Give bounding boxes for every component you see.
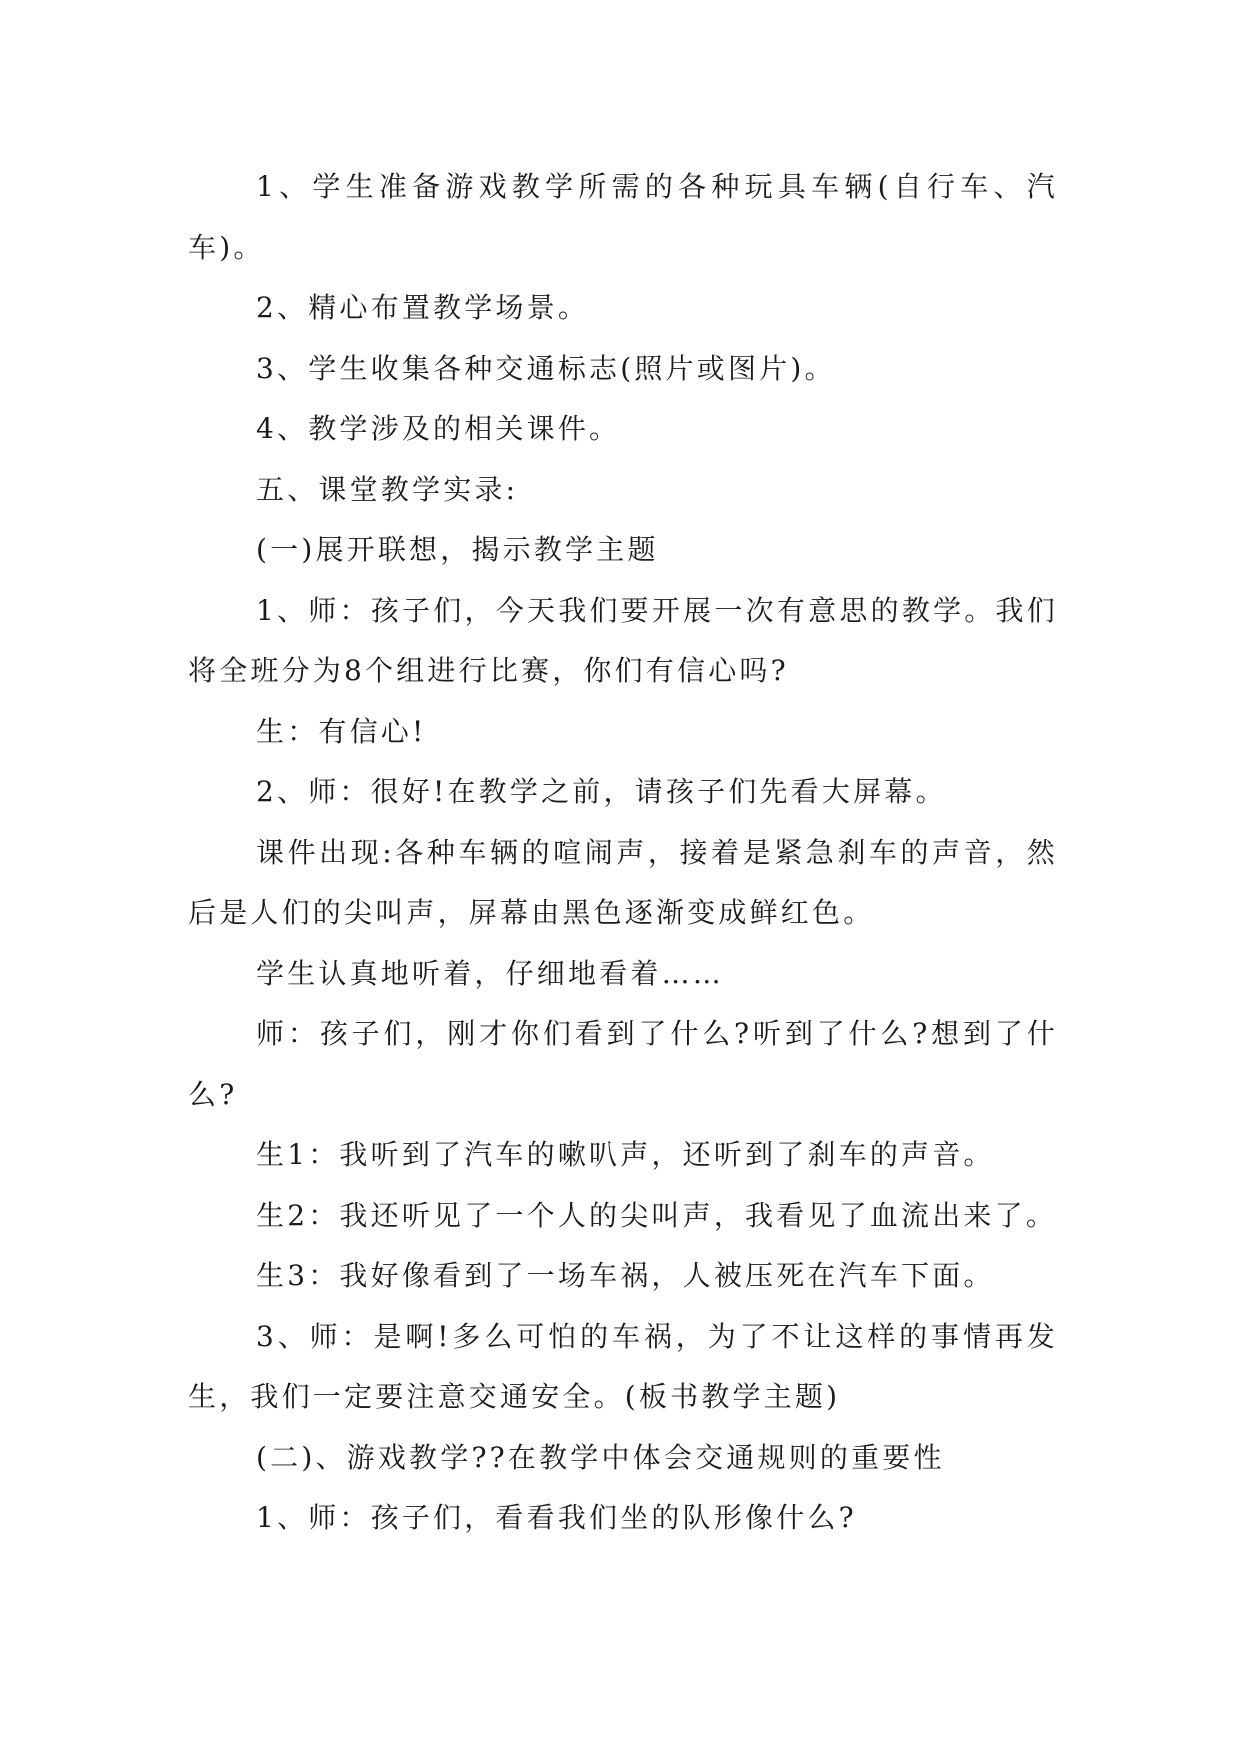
paragraph-students-listen: 学生认真地听着，仔细地看着……: [256, 956, 725, 990]
subsection-heading-two: (二)、游戏教学??在教学中体会交通规则的重要性: [256, 1440, 945, 1474]
paragraph-courseware: 课件出现:各种车辆的喧闹声，接着是紧急刹车的声音，然后是人们的尖叫声，屏幕由黑色逐渐变成鲜红色。: [188, 835, 1058, 929]
paragraph-teacher-1: 1、师：孩子们，今天我们要开展一次有意思的教学。我们将全班分为8个组进行比赛，你们有信心吗?: [188, 593, 1058, 687]
paragraph-teacher-3: 3、师：是啊!多么可怕的车祸，为了不让这样的事情再发生，我们一定要注意交通安全。(板书教学主题): [188, 1319, 1058, 1413]
paragraph-student-confident: 生：有信心!: [256, 714, 427, 748]
subsection-heading-one: (一)展开联想，揭示教学主题: [256, 533, 659, 566]
paragraph-teacher-formation: 1、师：孩子们，看看我们坐的队形像什么?: [256, 1501, 857, 1534]
paragraph-student-1: 生1：我听到了汽车的嗽叭声，还听到了刹车的声音。: [256, 1138, 995, 1171]
paragraph-student-2: 生2：我还听见了一个人的尖叫声，我看见了血流出来了。: [256, 1198, 1058, 1232]
paragraph-teacher-2: 2、师：很好!在教学之前，请孩子们先看大屏幕。: [256, 775, 947, 808]
paragraph-student-3: 生3：我好像看到了一场车祸，人被压死在汽车下面。: [256, 1259, 995, 1292]
paragraph-prep-courseware: 4、教学涉及的相关课件。: [256, 412, 621, 445]
paragraph-prep-toys: 1、学生准备游戏教学所需的各种玩具车辆(自行车、汽车)。: [188, 170, 1058, 264]
paragraph-prep-signs: 3、学生收集各种交通标志(照片或图片)。: [256, 351, 836, 385]
paragraph-teacher-question: 师：孩子们，刚才你们看到了什么?听到了什么?想到了什么?: [188, 1017, 1058, 1111]
section-heading-record: 五、课堂教学实录:: [256, 472, 519, 506]
document-page: [188, 157, 1058, 1549]
paragraph-prep-scene: 2、精心布置教学场景。: [256, 291, 590, 324]
